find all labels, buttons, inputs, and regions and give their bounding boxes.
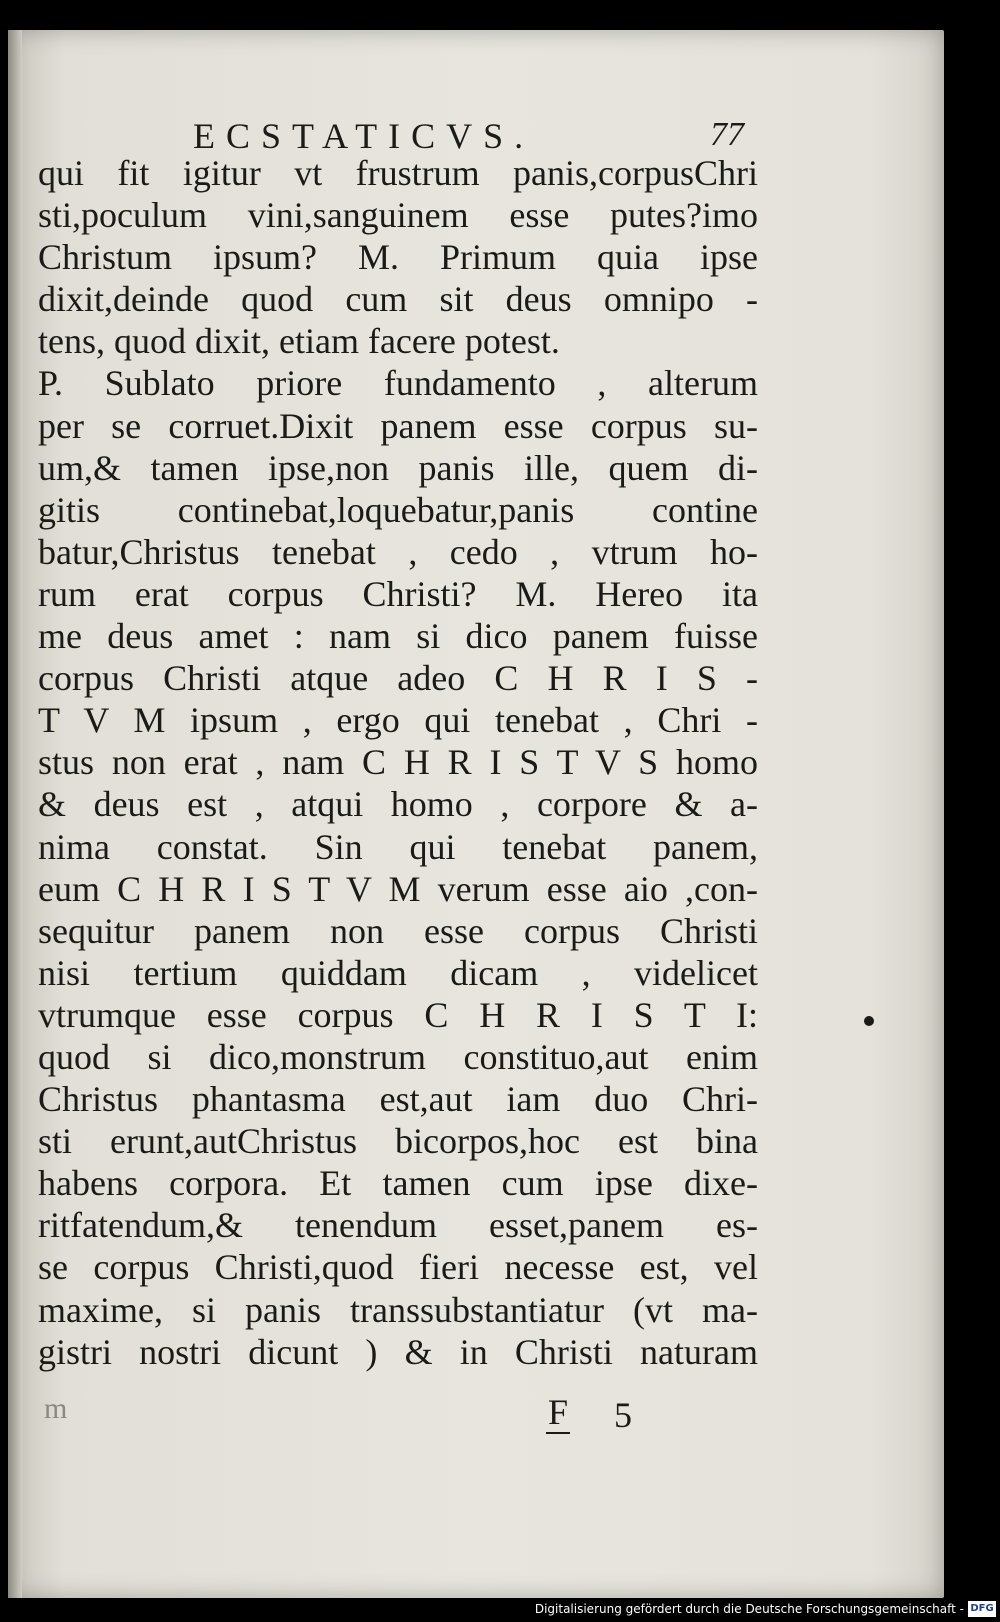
text-line: Christus phantasma est,aut iam duo Chri- [38, 1079, 758, 1120]
text-line: gistri nostri dicunt ) & in Christi naturam [38, 1331, 758, 1372]
text-line: nima constat. Sin qui tenebat panem, [38, 826, 758, 867]
text-line: & deus est , atqui homo , corpore & a- [38, 784, 758, 825]
body-text [38, 152, 758, 1373]
text-line: quod si dico,monstrum constituo,aut enim [38, 1036, 758, 1077]
text-line: rum erat corpus Christi? M. Hereo ita [38, 573, 758, 614]
text-line: ritfatendum,& tenendum esset,panem es- [38, 1205, 758, 1246]
text-line: maxime, si panis transsubstantiatur (vt ma- [38, 1289, 758, 1330]
text-line: Christum ipsum? M. Primum quia ipse [38, 237, 758, 278]
text-line: sti,poculum vini,sanguinem esse putes?imo [38, 195, 758, 236]
text-line: tens, quod dixit, etiam facere potest. [38, 321, 560, 362]
page-number: 77 [710, 116, 744, 153]
text-line: qui fit igitur vt frustrum panis,corpusChri [38, 153, 758, 193]
text-line: sequitur panem non esse corpus Christi [38, 910, 758, 951]
page-gutter-shadow [8, 30, 22, 1598]
text-line: nisi tertium quiddam dicam , videlicet [38, 952, 758, 993]
funding-credit: Digitalisierung gefördert durch die Deutsche Forschungsgemeinschaft - [534, 1602, 964, 1616]
book-page [8, 30, 944, 1598]
text-line: P. Sublato priore fundamento , alterum [38, 363, 758, 404]
text-line: vtrumque esse corpus C H R I S T I: [38, 994, 758, 1035]
text-line: dixit,deinde quod cum sit deus omnipo - [38, 279, 758, 320]
text-line: se corpus Christi,quod fieri necesse est, vel [38, 1247, 758, 1288]
text-line: T V M ipsum , ergo qui tenebat , Chri - [38, 700, 758, 741]
text-line: stus non erat , nam C H R I S T V S homo [38, 742, 758, 783]
text-line: sti erunt,autChristus bicorpos,hoc est bina [38, 1121, 758, 1162]
signature-mark: F [548, 1392, 569, 1432]
text-line: batur,Christus tenebat , cedo , vtrum ho- [38, 531, 758, 572]
margin-dot-mark [864, 1016, 874, 1026]
text-line: gitis continebat,loquebatur,panis contine [38, 489, 758, 530]
text-line: per se corruet.Dixit panem esse corpus su- [38, 405, 758, 446]
running-head: ECSTATICVS. [193, 116, 535, 156]
dfg-logo: DFG [968, 1601, 996, 1617]
catchword: 5 [614, 1395, 632, 1435]
text-line: habens corpora. Et tamen cum ipse dixe- [38, 1163, 758, 1204]
bleed-through-mark: m [44, 1392, 68, 1425]
text-line: eum C H R I S T V M verum esse aio ,con- [38, 868, 758, 909]
text-line: corpus Christi atque adeo C H R I S - [38, 658, 758, 699]
text-line: me deus amet : nam si dico panem fuisse [38, 616, 758, 657]
footer-bar [0, 1598, 1000, 1622]
text-line: um,& tamen ipse,non panis ille, quem di- [38, 447, 758, 488]
